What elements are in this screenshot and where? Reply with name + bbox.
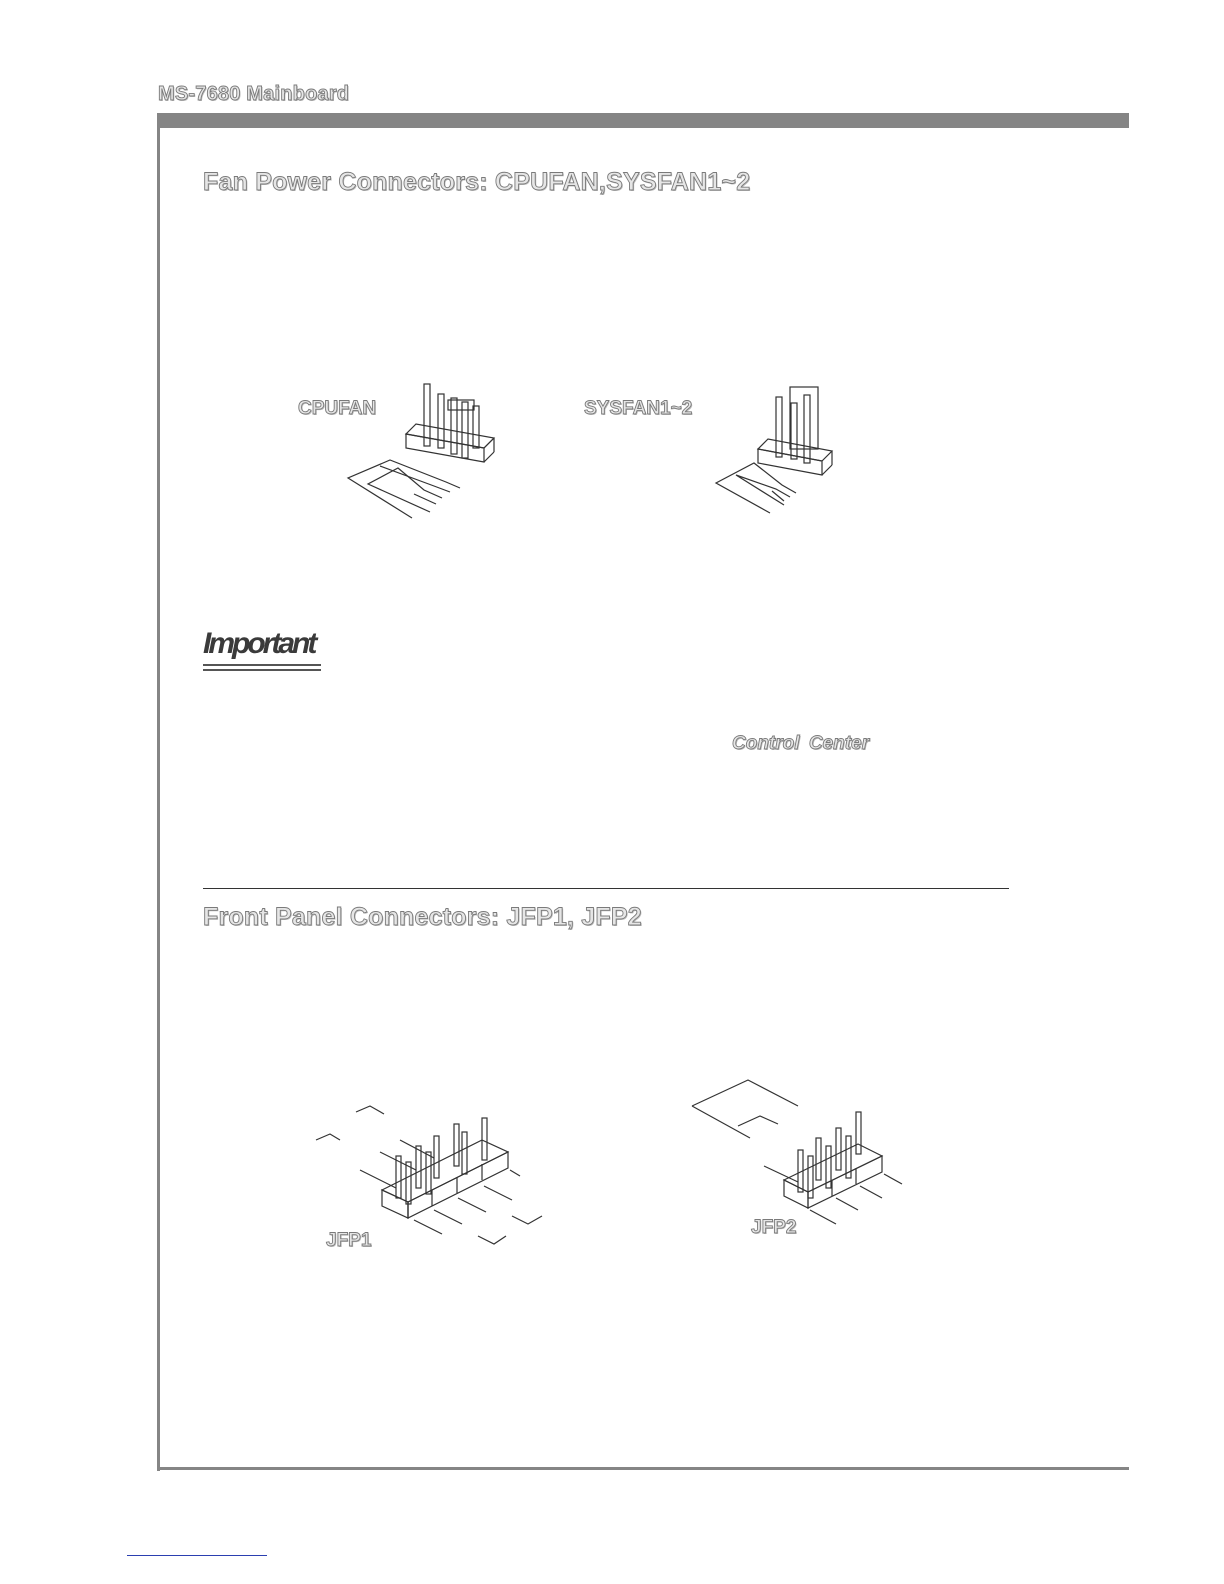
cpufan-label: CPUFAN (298, 398, 377, 419)
jfp1-label: JFP1 (326, 1230, 372, 1251)
section-divider (203, 888, 1009, 889)
front-panel-section-title: Front Panel Connectors: JFP1, JFP2 (203, 903, 642, 931)
left-page-rule (157, 113, 160, 1471)
jfp2-connector-diagram (690, 1078, 920, 1228)
control-center-emphasis: Control Center (732, 733, 869, 754)
jfp2-label: JFP2 (751, 1217, 797, 1238)
fan-section-title: Fan Power Connectors: CPUFAN,SYSFAN1~2 (203, 168, 751, 196)
important-underline (203, 664, 321, 666)
running-header-title: MS-7680 Mainboard (158, 83, 350, 105)
cpufan-connector-diagram (340, 380, 510, 525)
bottom-page-rule (157, 1467, 1129, 1470)
important-heading: Important (203, 627, 315, 660)
sysfan-label: SYSFAN1~2 (584, 398, 693, 419)
header-bar (158, 113, 1129, 128)
jfp1-connector-diagram (310, 1100, 560, 1250)
footer-link-underline (127, 1555, 267, 1556)
sysfan-connector-diagram (712, 385, 852, 520)
